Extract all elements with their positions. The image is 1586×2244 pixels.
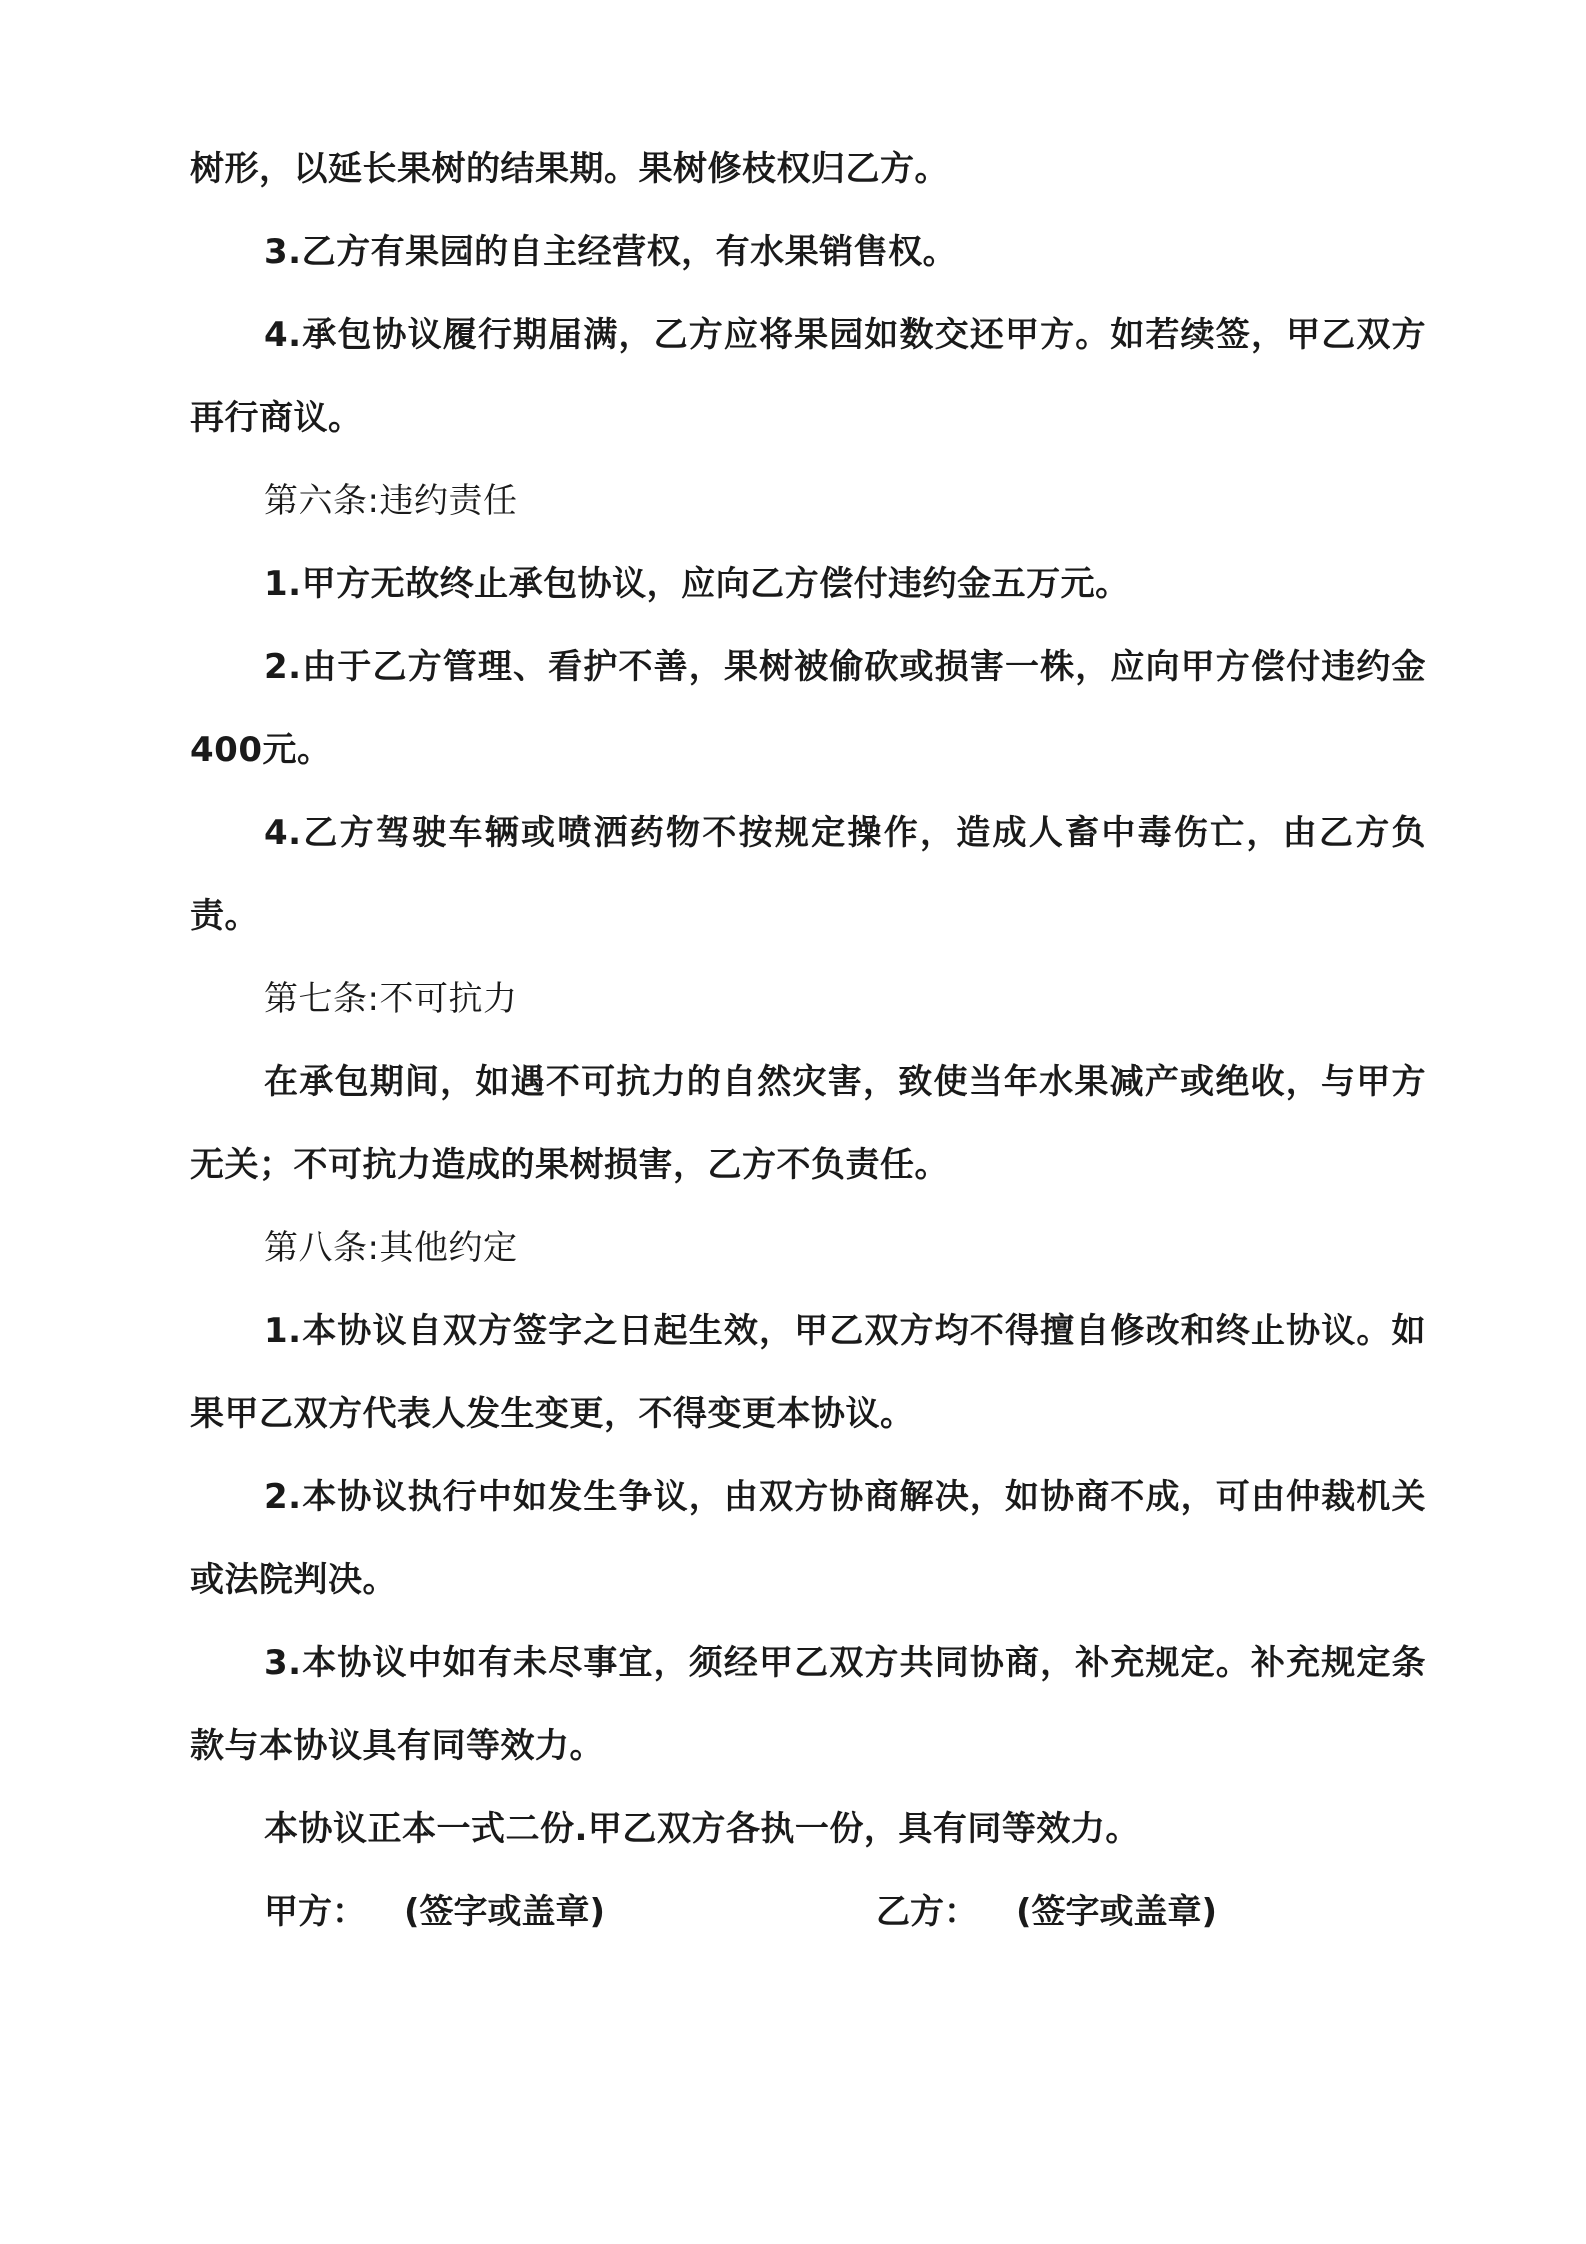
party-b-label: 乙方： [876,1892,978,1932]
party-b-signature [876,1871,1217,1954]
clause-item: 在承包期间，如遇不可抗力的自然灾害，致使当年水果减产或绝收，与甲方无关；不可抗力造成的果树损害，乙方不负责任。 [190,1062,1426,1185]
party-b-sign-field: (签字或盖章) [1016,1892,1218,1932]
clause-item: 1.甲方无故终止承包协议，应向乙方偿付违约金五万元。 [264,564,1130,604]
section-heading: 第六条:违约责任 [264,481,518,521]
signature-section [190,1871,1426,1954]
clause-item: 4.承包协议履行期届满，乙方应将果园如数交还甲方。如若续签，甲乙双方再行商议。 [190,315,1426,438]
clause-item: 1.本协议自双方签字之日起生效，甲乙双方均不得擅自修改和终止协议。如果甲乙双方代表人发生变更，不得变更本协议。 [190,1311,1426,1434]
section-heading: 第七条:不可抗力 [264,979,518,1019]
paragraph-continuation: 树形，以延长果树的结果期。果树修枝权归乙方。 [190,149,949,189]
clause-item: 3.本协议中如有未尽事宜，须经甲乙双方共同协商，补充规定。补充规定条款与本协议具有同等效力。 [190,1643,1426,1766]
party-a-sign-field: (签字或盖章) [404,1892,606,1932]
party-a-label: 甲方： [264,1892,366,1932]
party-a-signature [264,1871,876,1954]
document-body [190,128,1426,1954]
closing-statement: 本协议正本一式二份.甲乙双方各执一份，具有同等效力。 [264,1809,1140,1849]
clause-item: 4.乙方驾驶车辆或喷洒药物不按规定操作，造成人畜中毒伤亡，由乙方负责。 [190,813,1426,936]
clause-item: 2.本协议执行中如发生争议，由双方协商解决，如协商不成，可由仲裁机关或法院判决。 [190,1477,1426,1600]
clause-item: 2.由于乙方管理、看护不善，果树被偷砍或损害一株，应向甲方偿付违约金400元。 [190,647,1426,770]
clause-item: 3.乙方有果园的自主经营权，有水果销售权。 [264,232,958,272]
section-heading: 第八条:其他约定 [264,1228,518,1268]
